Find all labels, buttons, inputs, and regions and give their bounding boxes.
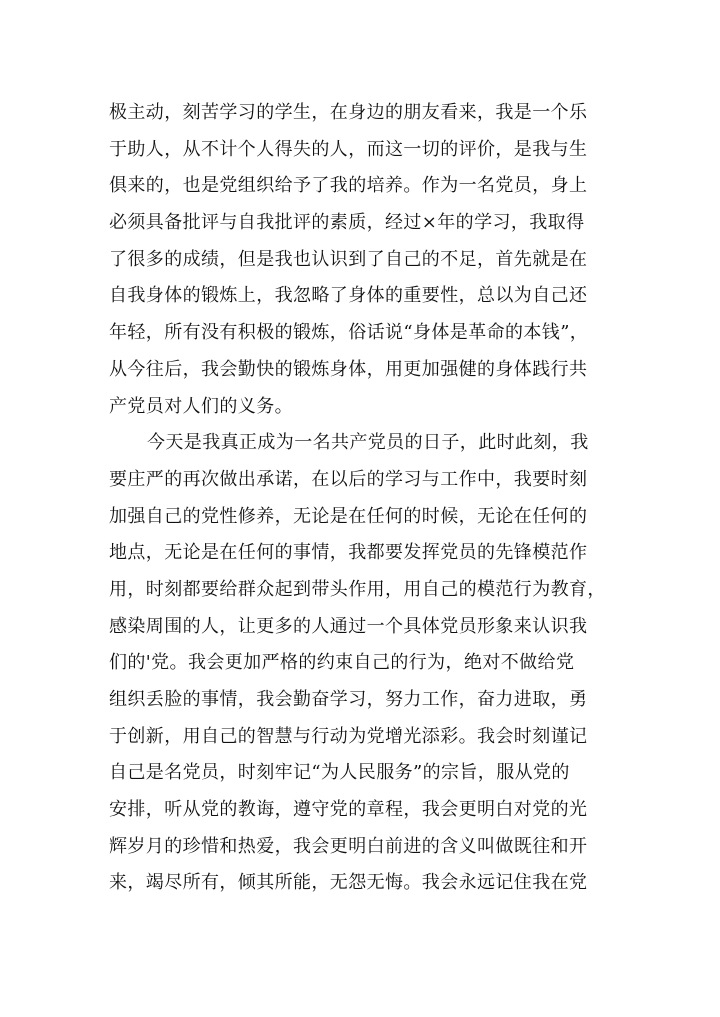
text-line: 地点，无论是在任何的事情，我都要发挥党员的先锋模范作 xyxy=(109,542,588,564)
text-line: 从今往后，我会勤快的锻炼身体，用更加强健的身体践行共 xyxy=(109,358,588,380)
text-line: 俱来的，也是党组织给予了我的培养。作为一名党员，身上 xyxy=(109,175,588,197)
text-line: 感染周围的人，让更多的人通过一个具体党员形象来认识我 xyxy=(109,615,588,637)
text-line: 辉岁月的珍惜和热爱，我会更明白前进的含义叫做既往和开 xyxy=(109,835,588,857)
text-line: 必须具备批评与自我批评的素质，经过×年的学习，我取得 xyxy=(109,212,585,234)
text-line: 自我身体的锻炼上，我忽略了身体的重要性，总以为自己还 xyxy=(109,285,588,307)
text-line: 产党员对人们的义务。 xyxy=(109,395,293,417)
text-line: 自己是名党员，时刻牢记“为人民服务”的宗旨，服从党的 xyxy=(109,762,570,784)
text-line: 于助人，从不计个人得失的人，而这一切的评价，是我与生 xyxy=(109,138,588,160)
paragraph-first-line: 今天是我真正成为一名共产党员的日子，此时此刻，我 xyxy=(147,432,589,454)
text-line: 组织丢脸的事情，我会勤奋学习，努力工作，奋力进取，勇 xyxy=(109,689,588,710)
text-line: 来，竭尽所有，倾其所能，无怨无悔。我会永远记住我在党 xyxy=(109,872,588,894)
text-line: 加强自己的党性修养，无论是在任何的时候，无论在任何的 xyxy=(109,505,588,527)
text-line: 用，时刻都要给群众起到带头作用，用自己的模范行为教育， xyxy=(109,578,606,600)
text-line: 安排，听从党的教诲，遵守党的章程，我会更明白对党的光 xyxy=(109,799,588,821)
text-line: 极主动，刻苦学习的学生，在身边的朋友看来，我是一个乐 xyxy=(109,102,588,123)
text-line: 了很多的成绩，但是我也认识到了自己的不足，首先就是在 xyxy=(109,248,588,270)
text-line: 们的'党。我会更加严格的约束自己的行为，绝对不做给党 xyxy=(109,652,575,674)
body-text xyxy=(109,95,614,902)
text-line: 年轻，所有没有积极的锻炼，俗话说“身体是革命的本钱”， xyxy=(109,322,589,344)
text-line: 要庄严的再次做出承诺，在以后的学习与工作中，我要时刻 xyxy=(109,468,588,490)
text-line: 于创新，用自己的智慧与行动为党增光添彩。我会时刻谨记 xyxy=(109,725,588,747)
